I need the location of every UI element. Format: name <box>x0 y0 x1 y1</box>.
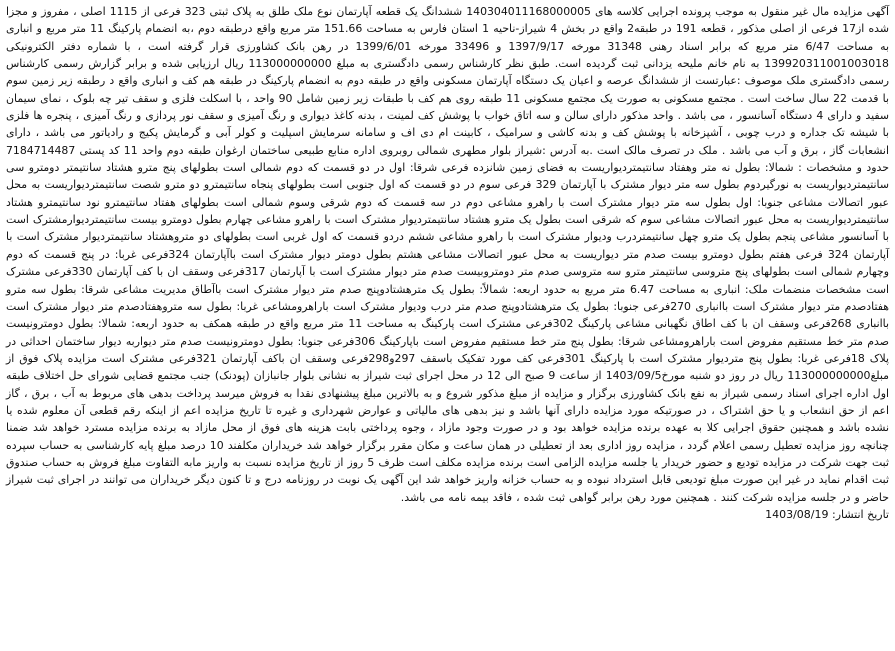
notice-body-text: آگهی مزایده مال غیر منقول به موجب پرونده اجرایی کلاسه های 140304011168000005 ششدانگ یک قطعه آپارتمان نوع ملک طلق به پلاک ثبتی 323 فرعی از 1115 اصلی ، مفروز و مجزا شده از17 فرعی از اصلی مذکور ، قطعه 191 در طبقه2 واقع در بخش 4 شیراز-ناحیه 1 استان فارس به مساحت 151.66 متر مربع واقع درطبقه دوم ،به انضمام پارکینگ 11 متر مربع و انباری به مساحت 6/47 متر مربع که برابر اسناد رهنی 31348 مورخه 1397/9/17 و 33496 مورخه 1399/6/01 در رهن بانک کشاورزی قرار گرفته است ، با شماره دفتر الکترونیکی 139920311001003018 به نام خانم ملیحه یزدانی ثبت گردیده است. طبق نظر کارشناس رسمی دادگستری به مبلغ 113000000000 ریال ارزیابی شده و برابر گزارش رسمی کارشناس رسمی دادگستری ملک موصوف :عبارتست از ششدانگ عرصه و اعیان یک دستگاه آپارتمان مسکونی واقع در طبقه دوم به انضمام پارکینگ در طبقه هم کف و انباری واقع د رطبقه زیر زمین سوم با قدمت 22 سال ساخت است . مجتمع مسکونی به صورت یک مجتمع مسکونی 11 طبقه روی هم کف با طبقات زیر زمین شامل 90 واحد ، با اسکلت فلزی و سقف تیر چه بلوک ، نمای سیمان سفید و دارای 4 دستگاه آسانسور ، می باشد . واحد مذکور دارای سالن و سه اتاق خواب با پوشش کف لمینت ، بدنه کاغذ دیواری و رنگ آمیزی و سقف نور پردازی و رنگ آمیزی ، پنجره ها فلزی با شیشه تک جداره و درب چوبی ، آشپزخانه با پوشش کف و بدنه کاشی و سرامیک ، کابینت ام دی اف و سامانه سرمایش اسپلیت و کولر آبی و گرمایش پکیج و رادیاتور می باشد ، دارای انشعابات گاز ، برق و آب می باشد . ملک در تصرف مالک است .به آدرس :شیراز بلوار مطهری شمالی روبروی اداره منابع طبیعی ساختمان ارغوان طبقه دوم واحد 11 کد پستی 7184714487 حدود و مشخصات : شمالا: بطول نه متر وهفتاد سانتیمتردیواریست به فضای زمین شانزده فرعی شرقا: اول در دو قسمت که دوم شمالی است بطولهای پنج مترو هشتاد سانتیمتر دومترو سی سانتیمتردیواریست به نورگیردوم بطول سه متر دیوار مشترک با آپارتمان 329 فرعی سوم در دو قسمت که اول جنوبی است بطولهای پنجاه سانتیمترو دو مترو شصت سانتیمتردیواریست به محل عبور اتصالات مشاعی جنوبا: اول بطول سه متر دیوار مشترک است با راهرو مشاعی دوم در سه قسمت که دوم شرقی وسوم شمالی است بطولهای هفتاد سانتیمترو نود سانتیمترو هشتاد سانتیمتردیواریست به محل عبور اتصالات مشاعی سوم که شرقی است بطول یک مترو هشتاد سانتیمتردیوار مشترک است با راهرو مشاعی چهارم بطول دومترو بیست سانتیمتردیوارمشترک است با آسانسور مشاعی پنجم بطول یک مترو چهل سانتیمتردرب ودیوار مشترک است با راهرو مشاعی ششم دردو قسمت که اول غربی است بطولهای دو متروهشتاد سانتیمتردیوار مشترک است با آپارتمان 324 فرعی هفتم بطول دومترو بیست صدم متر دیواریست به محل عبور اتصالات مشاعی هشتم بطول دومتر دیوار مشترک است باآپارتمان 324فرعی غربا: در پنج قسمت که دوم وچهارم شمالی است بطولهای پنج متروسی سانتیمتر مترو سه متروسی صدم متر دومتروبیست صدم متر دیوار مشترک است با آپارتمان 317فرعی وسقف ان با کف آپارتمان 330فرعی مشترک است مشخصات منضمات ملک: انباری به مساحت 6.47 متر مربع به حدود اربعه: شمالاً: بطول یک مترهشتادوپنج صدم متر دیوار مشترک است باآطاق مدیریت مشاعی شرقا: بطول سه مترو هفتادصدم متر دیوار مشترک است باانباری 270فرعی جنوبا: بطول یک مترهشتادوپنج صدم متر درب ودیوار مشترک است باراهرومشاعی غربا: بطول سه متروهفتادصدم متر دیوار مشترک است باانباری 268فرعی وسقف ان با کف اطاق نگهبانی مشاعی پارکینگ 302فرعی مشترک است پارکینگ به مساحت 11 متر مربع واقع در طبقه همکف به حدود اربعه: شمالا: بطول دومترونیست صدم متر خط مستقیم مفروض است باراهرومشاعی شرقا: بطول پنج متر خط مستقیم مفروض است باپارکینگ 306فرعی جنوبا: بطول دومترونیست صدم متر دیواربه دیوار ساختمان احداثی در پلاک 18فرعی غربا: بطول پنج متردیوار مشترک است با پارکینگ 301فرعی کف مورد تفکیک باسقف 297و298فرعی وسقف ان باکف آپارتمان 321فرعی مشترک است مزایده پلاک فوق از مبلغ113000000000 ریال در روز دو شنبه مورخ1403/09/5 از ساعت 9 صبح الی 12 در محل اجرای ثبت شیراز به نشانی بلوار جانبازان (پودنک) جنب مجتمع قضایی شورای حل اختلاف طبقه اول اداره اجرای اسناد رسمی شیراز به نفع بانک کشاورزی برگزار و مزایده از مبلغ مذکور شروع و به بالاترین مبلغ پیشنهادی نقدا به فروش میرسد پرداخت بدهی های مربوط به آب ، برق ، گاز اعم از حق انشعاب و یا حق اشتراک ، در صورتیکه مورد مزایده دارای آنها باشد و نیز بدهی های مالیاتی و عوارض شهرداری و غیره تا تاریخ مزایده اعم از اینکه رقم قطعی آن معلوم شده یا نشده باشد و همچنین حقوق اجرایی کلا به عهده برنده مزایده خواهد بود و در صورت وجود مازاد ، وجوه پرداختی بابت هزینه های فوق از محل مازاد به برنده مزایده مسترد خواهد شد ضمنا چنانچه روز مزایده تعطیل رسمی اعلام گردد ، مزایده روز اداری بعد از تعطیلی در همان ساعت و مکان مقرر برگزار خواهد شد خریداران مکلفند 10 درصد مبلغ پایه کارشناسی به حساب سپرده ثبت جهت شرکت در مزایده تودیع و حضور خریدار یا جلسه مزایده الزامی است برنده مزایده مکلف است ظرف 5 روز از تاریخ مزایده نسبت به واریز مابه التفاوت مبلغ فروش به حساب صندوق ثبت اقدام نماید در غیر این صورت مبلغ تودیعی قابل استرداد نبوده و به حساب خزانه واریز خواهد شد این آگهی یک نوبت در روزنامه درج و تا کنون دیگر خریداران می توانند در اجرای ثبت شیراز حاضر و در جلسه مزایده شرکت کنند . همچنین مورد رهن برابر گواهی ثبت شده ، فاقد بیمه نامه می باشد. <box>6 5 890 504</box>
publish-date-value: 1403/08/19 <box>765 507 829 521</box>
publish-date-line <box>6 506 889 523</box>
publish-date-label: تاریخ انتشار: <box>831 507 889 521</box>
